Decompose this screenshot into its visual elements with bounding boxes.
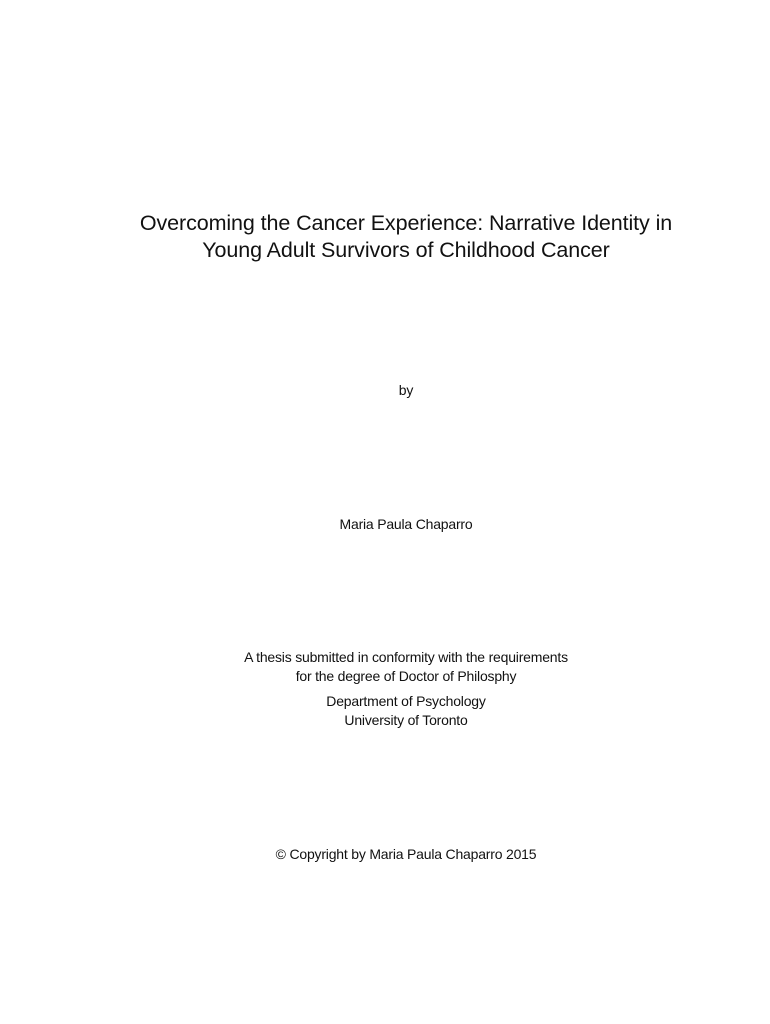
copyright-notice: © Copyright by Maria Paula Chaparro 2015 — [275, 846, 537, 862]
degree-statement-line-1: A thesis submitted in conformity with the requirements — [244, 649, 568, 665]
department-name: Department of Psychology — [326, 693, 486, 709]
thesis-title-line-2: Young Adult Survivors of Childhood Cancer — [202, 238, 610, 262]
university-name: University of Toronto — [344, 712, 468, 728]
thesis-title-line-1: Overcoming the Cancer Experience: Narrative Identity in — [139, 211, 673, 235]
degree-statement-line-2: for the degree of Doctor of Philosphy — [295, 668, 517, 684]
author-name: Maria Paula Chaparro — [339, 516, 473, 532]
by-label: by — [398, 382, 414, 398]
